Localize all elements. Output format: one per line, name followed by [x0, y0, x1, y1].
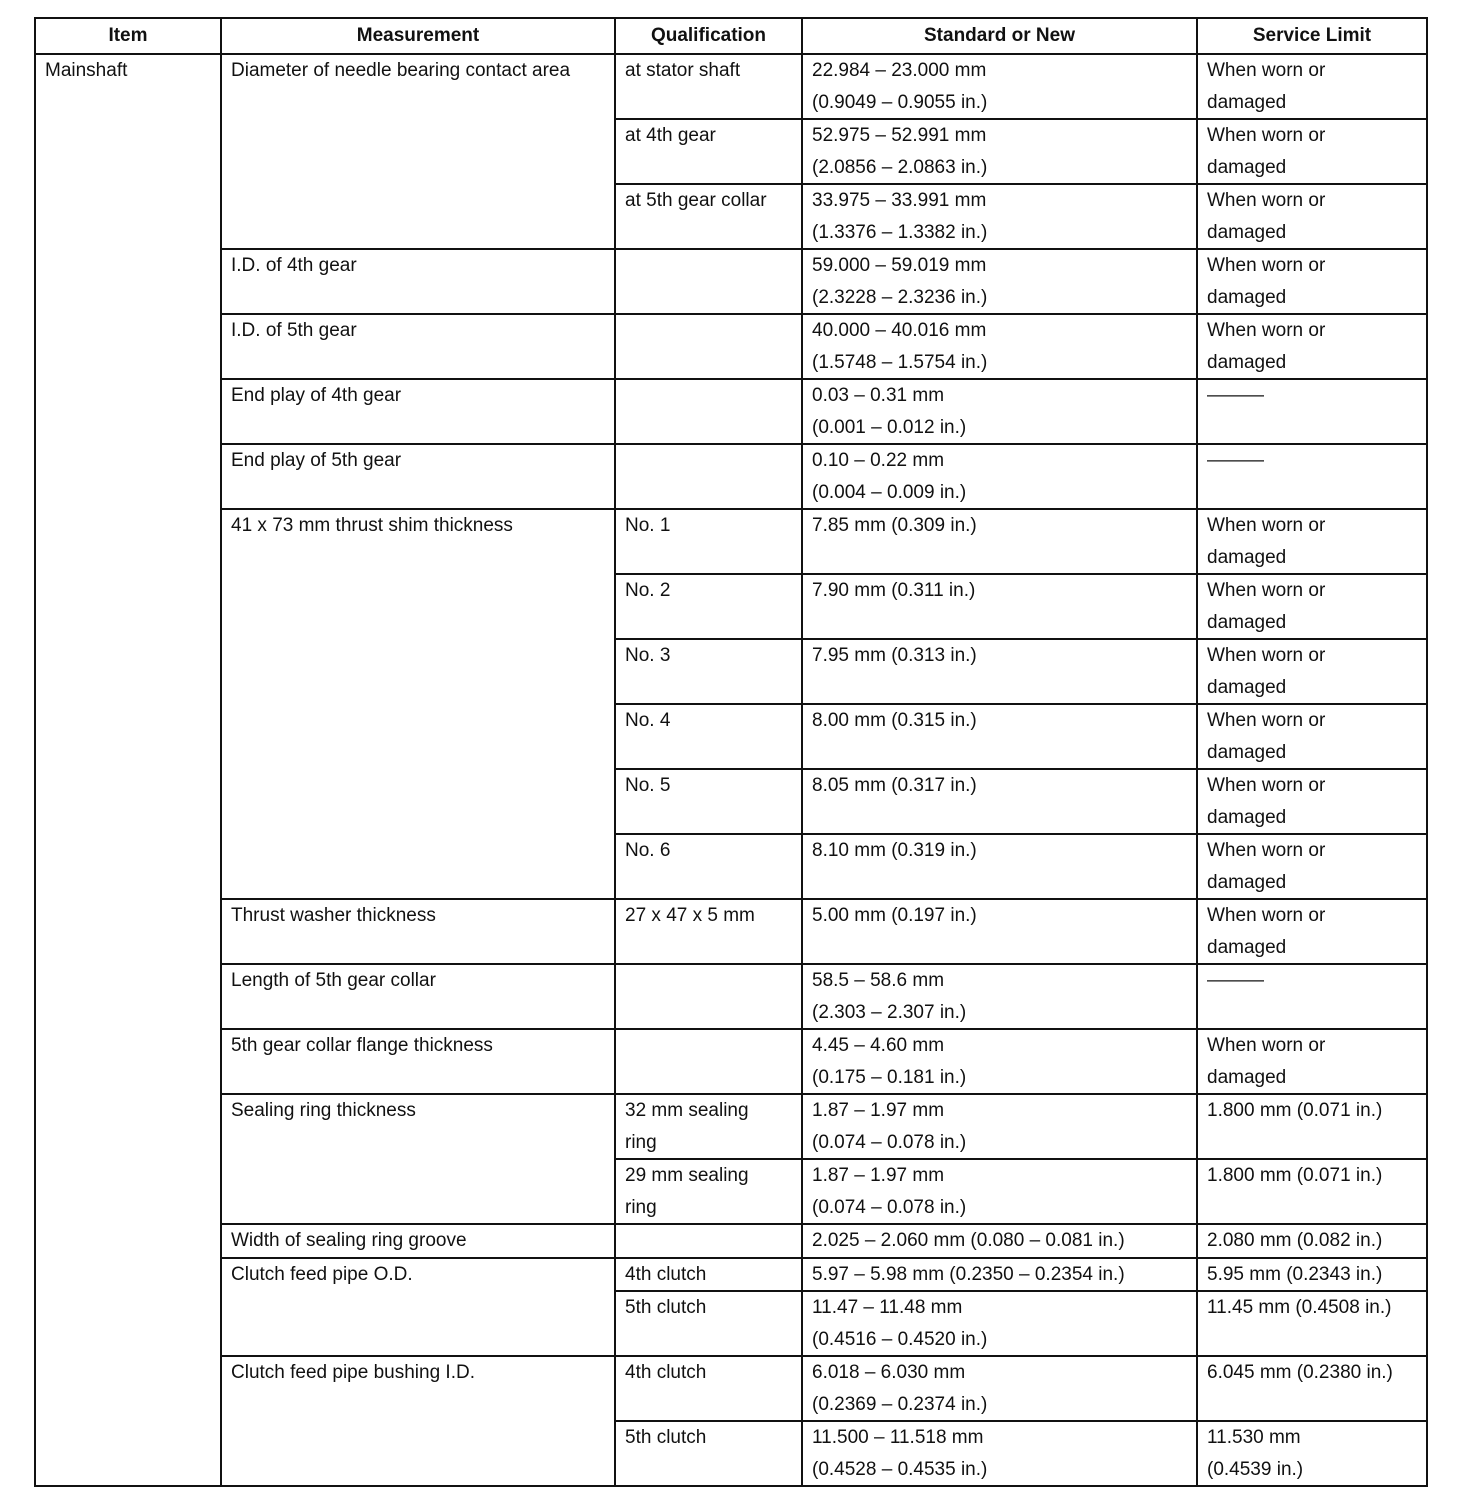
standard-value: 40.000 – 40.016 mm	[812, 320, 987, 341]
measurement-cell	[221, 1029, 615, 1094]
service-limit-value: 1.800 mm (0.071 in.)	[1207, 1100, 1383, 1121]
qualification-text: at 4th gear	[625, 125, 716, 146]
standard-cell	[802, 1291, 1197, 1356]
service-limit-cell	[1197, 1029, 1427, 1094]
qualification-text: 4th clutch	[625, 1263, 707, 1285]
standard-cell	[802, 769, 1197, 834]
standard-value: 11.500 – 11.518 mm	[812, 1427, 984, 1448]
qualification-cell	[615, 1291, 802, 1356]
service-limit-text: When worn or	[1207, 840, 1326, 861]
standard-cell	[802, 249, 1197, 314]
standard-value: 4.45 – 4.60 mm	[812, 1035, 945, 1056]
measurement-label: Length of 5th gear collar	[231, 970, 436, 991]
service-limit-cell	[1197, 1094, 1427, 1159]
qualification-cell	[615, 54, 802, 119]
service-limit-cell	[1197, 119, 1427, 184]
item-name: Mainshaft	[45, 60, 128, 81]
service-limit-cell	[1197, 1159, 1427, 1224]
standard-cell	[802, 1421, 1197, 1486]
service-limit-cell	[1197, 639, 1427, 704]
measurement-label: End play of 5th gear	[231, 450, 402, 471]
measurement-label: Width of sealing ring groove	[231, 1230, 467, 1251]
qualification-cell	[615, 1356, 802, 1421]
standard-value: 5.00 mm (0.197 in.)	[812, 905, 977, 926]
measurement-cell	[221, 1224, 615, 1258]
service-limit-text: When worn or	[1207, 255, 1326, 276]
standard-value: 2.025 – 2.060 mm (0.080 – 0.081 in.)	[812, 1230, 1125, 1251]
standard-value: 7.90 mm (0.311 in.)	[812, 580, 976, 601]
service-limit-value: 1.800 mm (0.071 in.)	[1207, 1165, 1383, 1186]
service-limit-text: damaged	[1207, 91, 1287, 113]
header-standard: Standard or New	[802, 18, 1197, 54]
qualification-text: 27 x 47 x 5 mm	[625, 905, 755, 926]
header-service-limit: Service Limit	[1197, 18, 1427, 54]
qualification-text: 5th clutch	[625, 1297, 707, 1318]
service-limit-cell	[1197, 1224, 1427, 1258]
service-limit-text: When worn or	[1207, 905, 1326, 926]
qualification-cell	[615, 1224, 802, 1258]
measurement-cell	[221, 509, 615, 899]
measurement-cell	[221, 379, 615, 444]
qualification-cell	[615, 184, 802, 249]
measurement-cell	[221, 899, 615, 964]
standard-value: 52.975 – 52.991 mm	[812, 125, 987, 146]
standard-value: 6.018 – 6.030 mm	[812, 1362, 966, 1383]
standard-value-in: (2.3228 – 2.3236 in.)	[812, 286, 988, 308]
standard-value: 22.984 – 23.000 mm	[812, 60, 987, 81]
qualification-cell	[615, 1421, 802, 1486]
standard-cell	[802, 1258, 1197, 1292]
measurement-cell	[221, 314, 615, 379]
service-limit-cell	[1197, 769, 1427, 834]
standard-cell	[802, 1029, 1197, 1094]
standard-cell	[802, 314, 1197, 379]
item-cell	[35, 54, 221, 1486]
table-row	[35, 1356, 1427, 1421]
no-limit-dash: ———	[1207, 385, 1264, 406]
service-limit-text: When worn or	[1207, 645, 1326, 666]
qualification-cell	[615, 119, 802, 184]
standard-value: 7.85 mm (0.309 in.)	[812, 515, 977, 536]
service-limit-cell	[1197, 509, 1427, 574]
service-limit-text: damaged	[1207, 351, 1287, 373]
standard-cell	[802, 964, 1197, 1029]
measurement-label: Diameter of needle bearing contact area	[231, 60, 571, 81]
service-limit-text: When worn or	[1207, 580, 1326, 601]
service-limit-cell	[1197, 1258, 1427, 1292]
measurement-cell	[221, 1356, 615, 1486]
standard-value-in: (0.001 – 0.012 in.)	[812, 416, 967, 438]
table-row	[35, 899, 1427, 964]
measurement-cell	[221, 444, 615, 509]
no-limit-dash: ———	[1207, 450, 1264, 471]
service-limit-text: When worn or	[1207, 1035, 1326, 1056]
standard-value: 8.10 mm (0.319 in.)	[812, 840, 977, 861]
service-limit-text: damaged	[1207, 156, 1287, 178]
service-limit-text: When worn or	[1207, 60, 1326, 81]
table-row	[35, 509, 1427, 574]
standard-cell	[802, 899, 1197, 964]
standard-value: 1.87 – 1.97 mm	[812, 1100, 945, 1121]
standard-cell	[802, 1159, 1197, 1224]
qualification-cell	[615, 444, 802, 509]
qualification-text: No. 4	[625, 710, 671, 731]
qualification-cell	[615, 899, 802, 964]
service-limit-text: damaged	[1207, 1066, 1287, 1088]
qualification-cell	[615, 704, 802, 769]
qualification-text: ring	[625, 1196, 657, 1218]
qualification-cell	[615, 1258, 802, 1292]
table-row	[35, 314, 1427, 379]
measurement-label: I.D. of 4th gear	[231, 255, 357, 276]
service-limit-value: 11.45 mm (0.4508 in.)	[1207, 1297, 1392, 1318]
service-limit-text: When worn or	[1207, 190, 1326, 211]
service-limit-text: damaged	[1207, 936, 1287, 958]
qualification-text: No. 6	[625, 840, 671, 861]
standard-cell	[802, 1224, 1197, 1258]
standard-value: 59.000 – 59.019 mm	[812, 255, 987, 276]
standard-value-in: (2.0856 – 2.0863 in.)	[812, 156, 988, 178]
header-qualification: Qualification	[615, 18, 802, 54]
measurement-label: Clutch feed pipe O.D.	[231, 1263, 413, 1285]
standard-value: 8.00 mm (0.315 in.)	[812, 710, 977, 731]
header-item: Item	[35, 18, 221, 54]
measurement-label: 41 x 73 mm thrust shim thickness	[231, 515, 513, 536]
service-limit-value: 6.045 mm (0.2380 in.)	[1207, 1362, 1393, 1383]
service-limit-text: When worn or	[1207, 775, 1326, 796]
measurement-label: I.D. of 5th gear	[231, 320, 357, 341]
service-limit-text: damaged	[1207, 546, 1287, 568]
measurement-cell	[221, 964, 615, 1029]
service-limit-cell	[1197, 574, 1427, 639]
service-limit-text: When worn or	[1207, 320, 1326, 341]
standard-value-in: (0.004 – 0.009 in.)	[812, 481, 967, 503]
qualification-cell	[615, 639, 802, 704]
service-limit-cell	[1197, 249, 1427, 314]
standard-cell	[802, 1094, 1197, 1159]
standard-cell	[802, 639, 1197, 704]
standard-value-in: (0.074 – 0.078 in.)	[812, 1196, 967, 1218]
header-row	[35, 18, 1427, 54]
service-limit-cell	[1197, 1291, 1427, 1356]
service-limit-text: When worn or	[1207, 515, 1326, 536]
qualification-cell	[615, 769, 802, 834]
standard-cell	[802, 379, 1197, 444]
qualification-cell	[615, 1159, 802, 1224]
standard-value-in: (0.9049 – 0.9055 in.)	[812, 91, 988, 113]
service-limit-cell	[1197, 54, 1427, 119]
qualification-cell	[615, 509, 802, 574]
standard-value: 11.47 – 11.48 mm	[812, 1297, 963, 1318]
service-limit-text: damaged	[1207, 871, 1287, 893]
service-limit-text: damaged	[1207, 806, 1287, 828]
standard-value: 1.87 – 1.97 mm	[812, 1165, 945, 1186]
standard-cell	[802, 444, 1197, 509]
service-limit-value: 5.95 mm (0.2343 in.)	[1207, 1263, 1383, 1285]
measurement-label: End play of 4th gear	[231, 385, 402, 406]
measurement-cell	[221, 249, 615, 314]
standard-value-in: (0.175 – 0.181 in.)	[812, 1066, 967, 1088]
standard-cell	[802, 184, 1197, 249]
service-limit-cell	[1197, 314, 1427, 379]
service-limit-cell	[1197, 444, 1427, 509]
measurement-label: Sealing ring thickness	[231, 1100, 416, 1121]
service-limit-cell	[1197, 1356, 1427, 1421]
qualification-cell	[615, 314, 802, 379]
standard-cell	[802, 574, 1197, 639]
standard-cell	[802, 54, 1197, 119]
service-limit-cell	[1197, 899, 1427, 964]
service-limit-cell	[1197, 1421, 1427, 1486]
service-limit-cell	[1197, 704, 1427, 769]
qualification-text: 32 mm sealing	[625, 1100, 749, 1121]
qualification-text: 29 mm sealing	[625, 1165, 749, 1186]
service-limit-value: 11.530 mm	[1207, 1427, 1301, 1448]
qualification-text: at 5th gear collar	[625, 190, 767, 211]
qualification-cell	[615, 379, 802, 444]
table-row	[35, 249, 1427, 314]
standard-value: 7.95 mm (0.313 in.)	[812, 645, 977, 666]
qualification-cell	[615, 1094, 802, 1159]
service-limit-text: damaged	[1207, 286, 1287, 308]
qualification-cell	[615, 574, 802, 639]
standard-value-in: (0.4528 – 0.4535 in.)	[812, 1458, 988, 1480]
standard-value-in: (1.3376 – 1.3382 in.)	[812, 221, 988, 243]
standard-value-in: (1.5748 – 1.5754 in.)	[812, 351, 988, 373]
standard-value: 33.975 – 33.991 mm	[812, 190, 987, 211]
service-limit-cell	[1197, 834, 1427, 899]
service-limit-text: When worn or	[1207, 710, 1326, 731]
measurement-cell	[221, 1258, 615, 1357]
table-row	[35, 1224, 1427, 1258]
table-row	[35, 379, 1427, 444]
qualification-text: at stator shaft	[625, 60, 741, 81]
service-limit-cell	[1197, 379, 1427, 444]
qualification-text: No. 1	[625, 515, 671, 536]
spec-table	[34, 17, 1428, 1487]
table-row	[35, 444, 1427, 509]
standard-value: 8.05 mm (0.317 in.)	[812, 775, 977, 796]
standard-cell	[802, 834, 1197, 899]
qualification-cell	[615, 249, 802, 314]
measurement-cell	[221, 1094, 615, 1224]
table-row	[35, 54, 1427, 119]
no-limit-dash: ———	[1207, 970, 1264, 991]
service-limit-text: When worn or	[1207, 125, 1326, 146]
qualification-text: No. 5	[625, 775, 671, 796]
standard-cell	[802, 704, 1197, 769]
service-limit-value-in: (0.4539 in.)	[1207, 1458, 1304, 1480]
standard-value: 0.03 – 0.31 mm	[812, 385, 945, 406]
qualification-text: No. 2	[625, 580, 671, 601]
standard-value: 5.97 – 5.98 mm (0.2350 – 0.2354 in.)	[812, 1263, 1125, 1285]
measurement-cell	[221, 54, 615, 249]
service-limit-value: 2.080 mm (0.082 in.)	[1207, 1230, 1383, 1251]
qualification-text: 4th clutch	[625, 1362, 707, 1383]
standard-cell	[802, 509, 1197, 574]
service-limit-text: damaged	[1207, 221, 1287, 243]
measurement-label: Thrust washer thickness	[231, 905, 436, 926]
qualification-cell	[615, 964, 802, 1029]
standard-value: 58.5 – 58.6 mm	[812, 970, 945, 991]
standard-cell	[802, 119, 1197, 184]
service-limit-cell	[1197, 964, 1427, 1029]
service-limit-text: damaged	[1207, 741, 1287, 763]
table-row	[35, 1094, 1427, 1159]
standard-value-in: (2.303 – 2.307 in.)	[812, 1001, 967, 1023]
table-row	[35, 964, 1427, 1029]
table-row	[35, 1258, 1427, 1292]
header-measurement: Measurement	[221, 18, 615, 54]
qualification-cell	[615, 1029, 802, 1094]
standard-value-in: (0.074 – 0.078 in.)	[812, 1131, 967, 1153]
standard-value-in: (0.4516 – 0.4520 in.)	[812, 1328, 988, 1350]
measurement-label: Clutch feed pipe bushing I.D.	[231, 1362, 475, 1383]
service-limit-cell	[1197, 184, 1427, 249]
qualification-cell	[615, 834, 802, 899]
service-limit-text: damaged	[1207, 676, 1287, 698]
table-row	[35, 1029, 1427, 1094]
qualification-text: 5th clutch	[625, 1427, 707, 1448]
standard-cell	[802, 1356, 1197, 1421]
standard-value-in: (0.2369 – 0.2374 in.)	[812, 1393, 988, 1415]
measurement-label: 5th gear collar flange thickness	[231, 1035, 493, 1056]
qualification-text: ring	[625, 1131, 657, 1153]
service-limit-text: damaged	[1207, 611, 1287, 633]
standard-value: 0.10 – 0.22 mm	[812, 450, 945, 471]
qualification-text: No. 3	[625, 645, 671, 666]
